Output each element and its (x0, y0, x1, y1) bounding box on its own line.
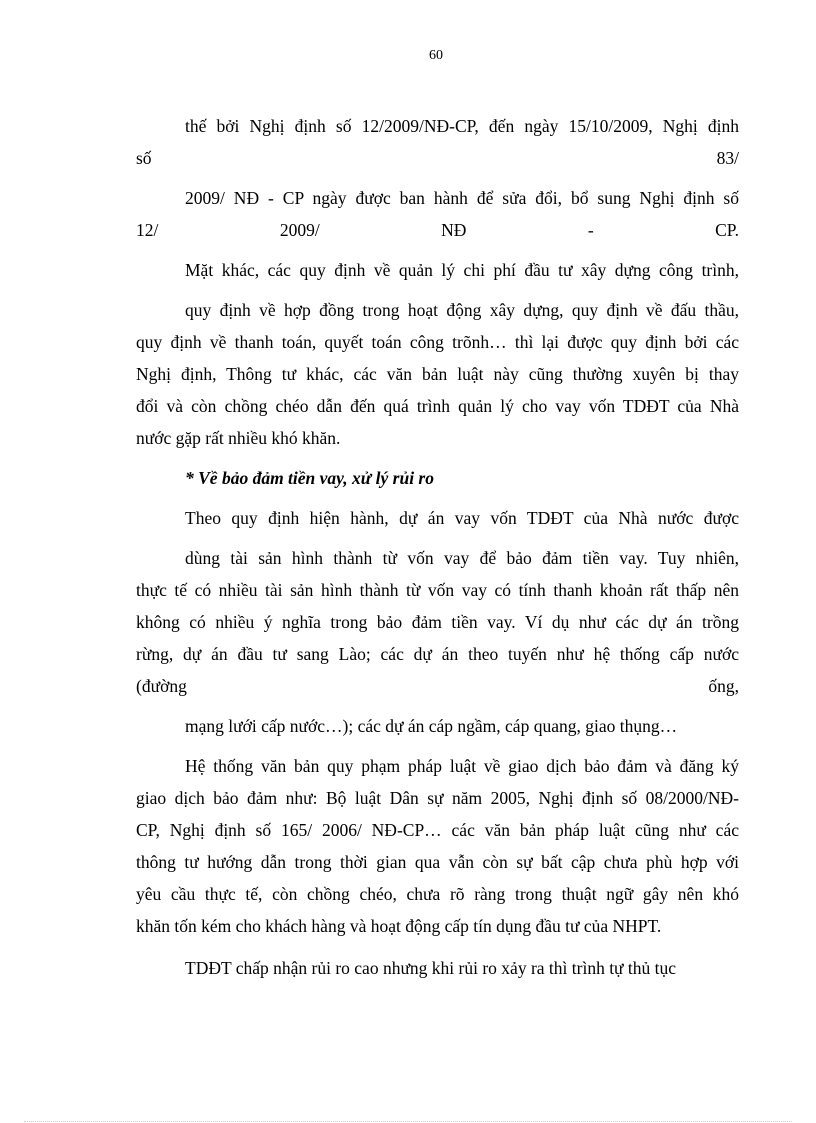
page-bottom-divider (24, 1121, 792, 1122)
text-line: TDĐT chấp nhận rủi ro cao nhưng khi rủi ro xảy ra thì trình tự thủ tục (185, 958, 677, 978)
text-fragment: số (136, 148, 152, 168)
text-line: CP, Nghị định số 165/ 2006/ NĐ-CP… các văn bản pháp luật cũng như các (136, 820, 739, 840)
text-line: quy định về hợp đồng trong hoạt động xây dựng, quy định về đấu thầu, (185, 300, 739, 320)
text-line: khăn tốn kém cho khách hàng và hoạt động cấp tín dụng đầu tư của NHPT. (136, 916, 662, 936)
text-line (136, 674, 739, 698)
text-fragment: ống, (708, 676, 739, 696)
text-fragment: - (587, 220, 594, 240)
text-line: mạng lưới cấp nước…); các dự án cáp ngầm, cáp quang, giao thụng… (185, 716, 678, 736)
text-line: Mặt khác, các quy định về quản lý chi phí đầu tư xây dựng công trình, (185, 260, 739, 280)
text-fragment: (đường (136, 676, 187, 696)
text-line: thông tư hướng dẫn trong thời gian qua vẫn còn sự bất cập chưa phù hợp với (136, 852, 739, 872)
text-line (136, 218, 739, 242)
text-line (136, 146, 739, 170)
text-line: Hệ thống văn bản quy phạm pháp luật về giao dịch bảo đảm và đăng ký (185, 756, 739, 776)
text-line: thế bởi Nghị định số 12/2009/NĐ-CP, đến ngày 15/10/2009, Nghị định (185, 116, 739, 136)
text-line: thực tế có nhiều tài sản hình thành từ vốn vay có tính thanh khoản rất thấp nên (136, 580, 739, 600)
text-line: quy định về thanh toán, quyết toán công trõnh… thì lại được quy định bởi các (136, 332, 739, 352)
text-fragment: 2009/ (279, 220, 320, 240)
page-number: 60 (429, 48, 443, 63)
text-line: nước gặp rất nhiều khó khăn. (136, 428, 341, 448)
text-line: Theo quy định hiện hành, dự án vay vốn TDĐT của Nhà nước được (185, 508, 739, 528)
section-heading: * Về bảo đảm tiền vay, xử lý rủi ro (185, 468, 434, 488)
text-fragment: NĐ (441, 220, 467, 240)
text-line: dùng tài sản hình thành từ vốn vay để bảo đảm tiền vay. Tuy nhiên, (185, 548, 739, 568)
text-fragment: CP. (715, 220, 739, 240)
text-fragment: 83/ (716, 148, 739, 168)
text-line: đổi và còn chồng chéo dẫn đến quá trình quản lý cho vay vốn TDĐT của Nhà (136, 396, 739, 416)
text-line: giao dịch bảo đảm như: Bộ luật Dân sự năm 2005, Nghị định số 08/2000/NĐ- (136, 788, 739, 808)
text-line: 2009/ NĐ - CP ngày được ban hành để sửa đổi, bổ sung Nghị định số (185, 188, 739, 208)
text-line: rừng, dự án đầu tư sang Lào; các dự án theo tuyến như hệ thống cấp nước (136, 644, 739, 664)
text-line: không có nhiều ý nghĩa trong bảo đảm tiền vay. Ví dụ như các dự án trồng (136, 612, 739, 632)
text-line: yêu cầu thực tế, còn chồng chéo, chưa rõ ràng trong thuật ngữ gây nên khó (136, 884, 739, 904)
text-line: Nghị định, Thông tư khác, các văn bản luật này cũng thường xuyên bị thay (136, 364, 739, 384)
text-fragment: 12/ (136, 220, 159, 240)
